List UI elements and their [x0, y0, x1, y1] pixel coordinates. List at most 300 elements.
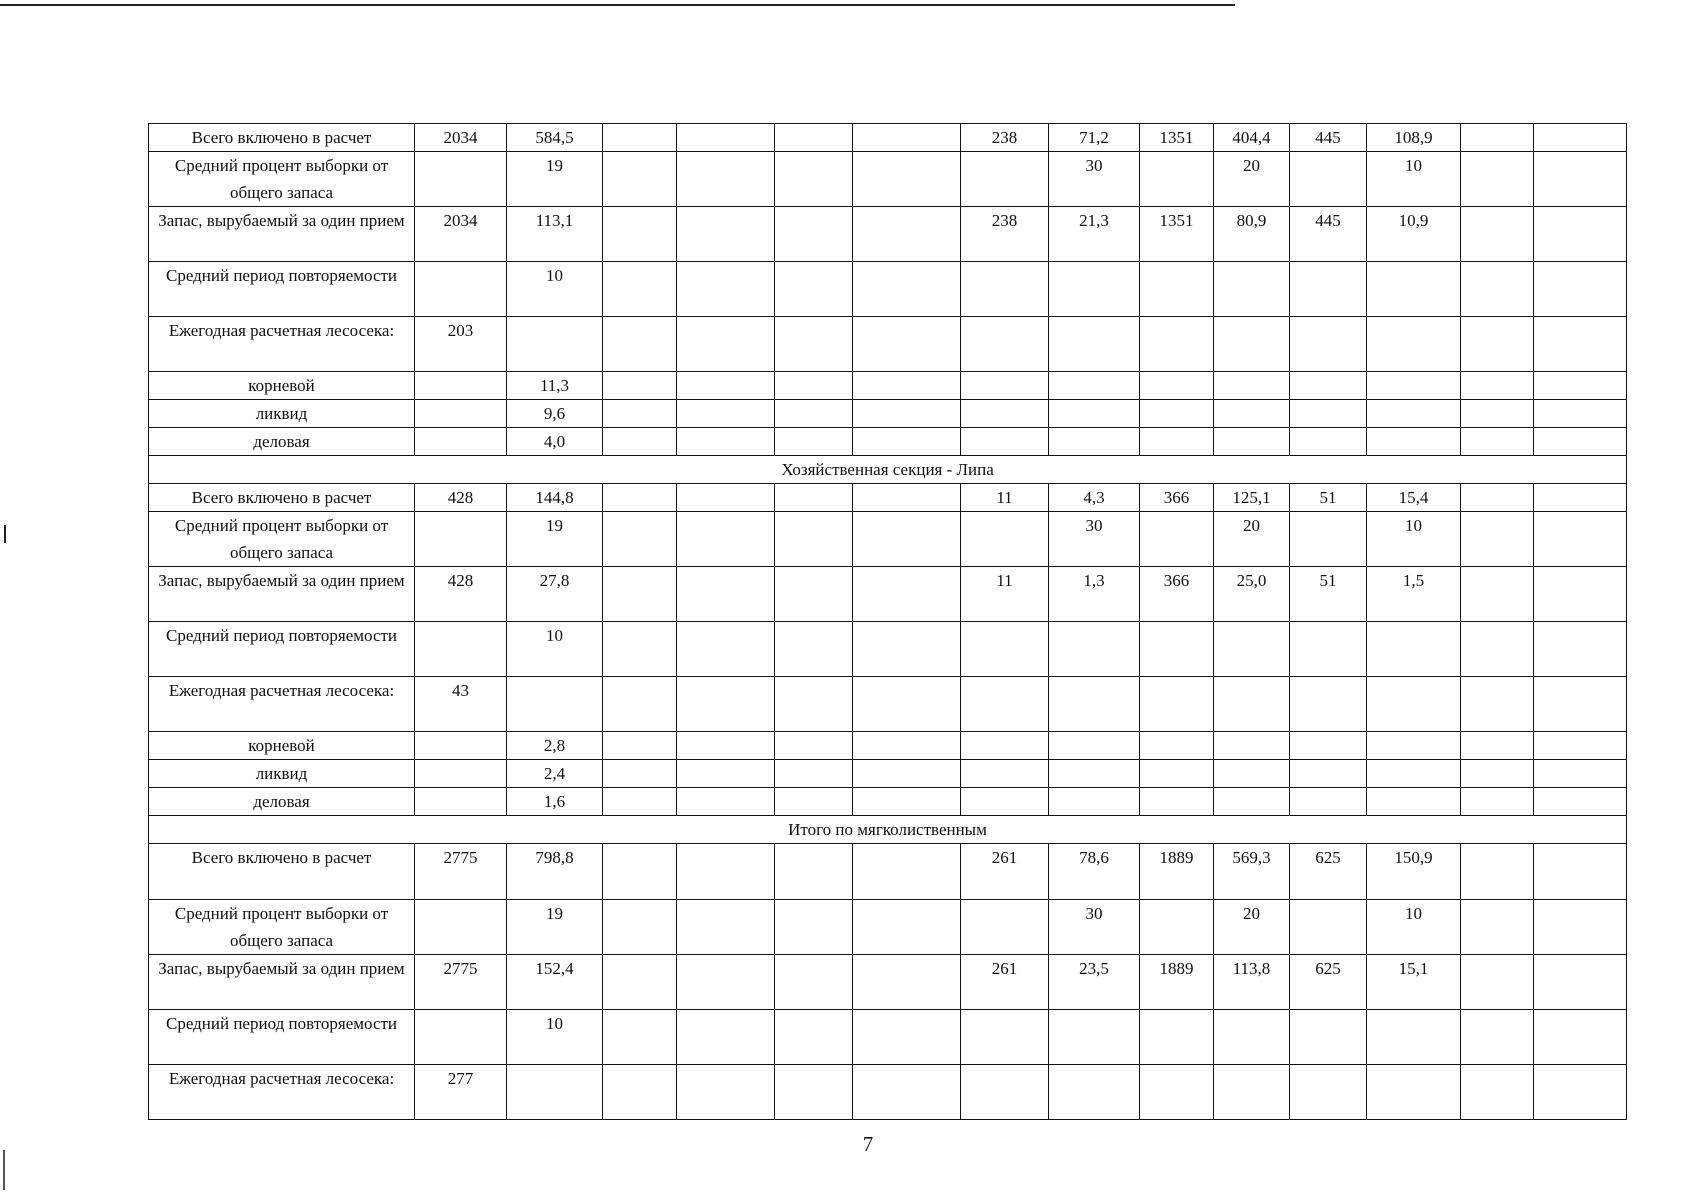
- table-cell: [961, 622, 1049, 677]
- table-cell: [961, 317, 1049, 372]
- table-cell: [1534, 512, 1627, 567]
- table-cell: [603, 484, 677, 512]
- table-cell: [853, 512, 961, 567]
- table-cell: [853, 622, 961, 677]
- table-cell: [677, 317, 775, 372]
- table-cell: [1461, 124, 1534, 152]
- table-cell: [1367, 428, 1461, 456]
- section-title: Итого по мягколиственным: [149, 816, 1627, 844]
- table-cell: 108,9: [1367, 124, 1461, 152]
- table-cell: 238: [961, 207, 1049, 262]
- table-cell: [1461, 1065, 1534, 1120]
- table-cell: 238: [961, 124, 1049, 152]
- table-cell: [1049, 788, 1140, 816]
- table-cell: [415, 372, 507, 400]
- table-cell: 445: [1290, 207, 1367, 262]
- scan-artifact-top-line: [0, 4, 1235, 6]
- row-label: Средний период повторяемости: [149, 622, 415, 677]
- table-cell: [1140, 900, 1214, 955]
- table-cell: [603, 567, 677, 622]
- table-cell: 51: [1290, 567, 1367, 622]
- table-cell: [677, 372, 775, 400]
- row-label: Всего включено в расчет: [149, 484, 415, 512]
- table-cell: 404,4: [1214, 124, 1290, 152]
- scan-artifact-left-mark: [4, 525, 6, 543]
- table-cell: [853, 207, 961, 262]
- table-cell: [853, 677, 961, 732]
- table-cell: [775, 372, 853, 400]
- table-cell: [1534, 567, 1627, 622]
- table-cell: [1049, 372, 1140, 400]
- table-cell: [1290, 317, 1367, 372]
- table-cell: [603, 900, 677, 955]
- table-cell: [961, 732, 1049, 760]
- page-number: 7: [862, 1132, 874, 1156]
- table-cell: [775, 1010, 853, 1065]
- table-cell: [961, 788, 1049, 816]
- row-label: Средний процент выборки от общего запаса: [149, 512, 415, 567]
- table-cell: [677, 955, 775, 1010]
- table-row: [149, 372, 1627, 400]
- table-cell: [961, 512, 1049, 567]
- table-cell: 366: [1140, 567, 1214, 622]
- table-cell: [1214, 788, 1290, 816]
- table-cell: [1534, 262, 1627, 317]
- table-cell: [1140, 152, 1214, 207]
- table-cell: [1534, 677, 1627, 732]
- table-row: [149, 1010, 1627, 1065]
- table-cell: [775, 677, 853, 732]
- table-cell: 150,9: [1367, 844, 1461, 900]
- section-header-row: [149, 456, 1627, 484]
- table-cell: [1290, 372, 1367, 400]
- table-cell: [1290, 512, 1367, 567]
- table-cell: 113,1: [507, 207, 603, 262]
- table-cell: [853, 124, 961, 152]
- table-cell: 1,5: [1367, 567, 1461, 622]
- table-cell: [507, 677, 603, 732]
- table-row: [149, 567, 1627, 622]
- table-cell: [1290, 152, 1367, 207]
- table-cell: [1534, 900, 1627, 955]
- table-cell: [1461, 484, 1534, 512]
- row-label: Средний процент выборки от общего запаса: [149, 152, 415, 207]
- table-cell: [1049, 317, 1140, 372]
- table-cell: [1290, 900, 1367, 955]
- table-cell: [1049, 732, 1140, 760]
- table-cell: 366: [1140, 484, 1214, 512]
- table-cell: 21,3: [1049, 207, 1140, 262]
- table-cell: [677, 124, 775, 152]
- table-cell: [775, 400, 853, 428]
- table-cell: 10,9: [1367, 207, 1461, 262]
- table-cell: [1534, 207, 1627, 262]
- table-cell: 15,1: [1367, 955, 1461, 1010]
- table-cell: 569,3: [1214, 844, 1290, 900]
- table-cell: [415, 400, 507, 428]
- table-cell: [1461, 677, 1534, 732]
- table-cell: [677, 207, 775, 262]
- table-cell: [1140, 1010, 1214, 1065]
- table-cell: [853, 1065, 961, 1120]
- table-cell: [961, 677, 1049, 732]
- table-cell: 152,4: [507, 955, 603, 1010]
- table-cell: [677, 788, 775, 816]
- table-cell: 1889: [1140, 955, 1214, 1010]
- table-cell: 625: [1290, 844, 1367, 900]
- table-cell: [775, 622, 853, 677]
- table-cell: [1367, 760, 1461, 788]
- row-label: ликвид: [149, 400, 415, 428]
- scan-artifact-left-edge: [3, 1150, 5, 1190]
- table-cell: [415, 512, 507, 567]
- table-cell: [775, 262, 853, 317]
- table-cell: 445: [1290, 124, 1367, 152]
- table-cell: [775, 788, 853, 816]
- table-cell: [1290, 428, 1367, 456]
- table-cell: 1,6: [507, 788, 603, 816]
- table-cell: [603, 512, 677, 567]
- table-cell: [1461, 428, 1534, 456]
- table-cell: [853, 152, 961, 207]
- table-cell: 15,4: [1367, 484, 1461, 512]
- table-cell: [677, 844, 775, 900]
- table-cell: [1367, 1010, 1461, 1065]
- table-cell: 25,0: [1214, 567, 1290, 622]
- table-cell: [1214, 400, 1290, 428]
- table-cell: [603, 732, 677, 760]
- table-cell: [1140, 317, 1214, 372]
- table-cell: 584,5: [507, 124, 603, 152]
- table-cell: [415, 1010, 507, 1065]
- table-cell: [775, 760, 853, 788]
- table-cell: 625: [1290, 955, 1367, 1010]
- table-cell: [853, 484, 961, 512]
- table-cell: [603, 207, 677, 262]
- table-cell: [1461, 372, 1534, 400]
- table-cell: [1140, 677, 1214, 732]
- table-cell: 20: [1214, 152, 1290, 207]
- table-cell: 30: [1049, 152, 1140, 207]
- table-cell: [775, 955, 853, 1010]
- table-cell: 1351: [1140, 207, 1214, 262]
- row-label: Запас, вырубаемый за один прием: [149, 207, 415, 262]
- table-cell: 2,4: [507, 760, 603, 788]
- table-cell: [415, 428, 507, 456]
- table-cell: 27,8: [507, 567, 603, 622]
- table-cell: [1049, 262, 1140, 317]
- section-title: Хозяйственная секция - Липа: [149, 456, 1627, 484]
- table-cell: 20: [1214, 512, 1290, 567]
- table-row: [149, 788, 1627, 816]
- row-label: ликвид: [149, 760, 415, 788]
- table-cell: [853, 372, 961, 400]
- table-cell: [1290, 760, 1367, 788]
- table-cell: [603, 1010, 677, 1065]
- table-cell: [775, 484, 853, 512]
- table-cell: [1461, 512, 1534, 567]
- table-cell: 19: [507, 152, 603, 207]
- table-cell: 4,3: [1049, 484, 1140, 512]
- table-cell: 428: [415, 484, 507, 512]
- table-cell: 10: [507, 1010, 603, 1065]
- row-label: Запас, вырубаемый за один прием: [149, 955, 415, 1010]
- section-header-row: [149, 816, 1627, 844]
- table-cell: [603, 372, 677, 400]
- table-cell: 277: [415, 1065, 507, 1120]
- table-cell: 11: [961, 567, 1049, 622]
- table-cell: 10: [1367, 512, 1461, 567]
- table-cell: 203: [415, 317, 507, 372]
- table-cell: [1290, 1010, 1367, 1065]
- table-cell: [1461, 900, 1534, 955]
- table-cell: [1461, 400, 1534, 428]
- row-label: Ежегодная расчетная лесосека:: [149, 1065, 415, 1120]
- table-cell: [677, 900, 775, 955]
- table-cell: [1534, 788, 1627, 816]
- table-cell: 2034: [415, 124, 507, 152]
- table-cell: [1367, 1065, 1461, 1120]
- row-label: деловая: [149, 788, 415, 816]
- table-cell: [1534, 124, 1627, 152]
- table-cell: [603, 955, 677, 1010]
- table-cell: [775, 152, 853, 207]
- table-row: [149, 152, 1627, 207]
- table-cell: [507, 1065, 603, 1120]
- row-label: деловая: [149, 428, 415, 456]
- table-cell: [1534, 844, 1627, 900]
- table-cell: 23,5: [1049, 955, 1140, 1010]
- table-cell: [677, 732, 775, 760]
- allowable-cut-table: [148, 123, 1627, 1120]
- table-cell: [1140, 760, 1214, 788]
- table-cell: [1214, 732, 1290, 760]
- row-label: Средний период повторяемости: [149, 262, 415, 317]
- table-cell: [775, 567, 853, 622]
- table-cell: [677, 428, 775, 456]
- table-cell: [1140, 262, 1214, 317]
- table-cell: [853, 262, 961, 317]
- table-cell: [677, 152, 775, 207]
- table-cell: [603, 622, 677, 677]
- table-row: [149, 207, 1627, 262]
- table-cell: [1461, 955, 1534, 1010]
- table-cell: [1290, 788, 1367, 816]
- table-cell: [961, 372, 1049, 400]
- table-row: [149, 844, 1627, 900]
- row-label: Всего включено в расчет: [149, 124, 415, 152]
- table-cell: [1461, 622, 1534, 677]
- table-cell: 261: [961, 844, 1049, 900]
- table-cell: [1214, 428, 1290, 456]
- table-cell: [775, 317, 853, 372]
- table-cell: 19: [507, 512, 603, 567]
- table-cell: [1140, 400, 1214, 428]
- table-cell: [961, 262, 1049, 317]
- table-cell: [1367, 732, 1461, 760]
- table-cell: [603, 760, 677, 788]
- table-cell: 30: [1049, 512, 1140, 567]
- table-cell: [677, 400, 775, 428]
- table-cell: 428: [415, 567, 507, 622]
- table-cell: [1534, 732, 1627, 760]
- table-cell: [1214, 1065, 1290, 1120]
- table-cell: [1534, 760, 1627, 788]
- row-label: Ежегодная расчетная лесосека:: [149, 317, 415, 372]
- table-row: [149, 732, 1627, 760]
- table-row: [149, 428, 1627, 456]
- table-cell: 125,1: [1214, 484, 1290, 512]
- table-cell: [853, 567, 961, 622]
- table-row: [149, 512, 1627, 567]
- table-cell: [1534, 622, 1627, 677]
- table-cell: 11,3: [507, 372, 603, 400]
- table-cell: [415, 900, 507, 955]
- table-cell: [1534, 1010, 1627, 1065]
- table-cell: [507, 317, 603, 372]
- table-cell: [1534, 955, 1627, 1010]
- table-cell: 30: [1049, 900, 1140, 955]
- table-cell: [677, 484, 775, 512]
- table-cell: 20: [1214, 900, 1290, 955]
- table-cell: 113,8: [1214, 955, 1290, 1010]
- table-cell: [961, 1010, 1049, 1065]
- table-cell: 19: [507, 900, 603, 955]
- table-cell: 43: [415, 677, 507, 732]
- table-cell: [1214, 1010, 1290, 1065]
- table-cell: [853, 900, 961, 955]
- table-cell: [1049, 677, 1140, 732]
- table-cell: [1367, 262, 1461, 317]
- table-cell: [677, 677, 775, 732]
- table-cell: [603, 677, 677, 732]
- table-cell: [1290, 677, 1367, 732]
- table-cell: 10: [507, 262, 603, 317]
- table-cell: [961, 900, 1049, 955]
- table-cell: [1461, 317, 1534, 372]
- row-label: корневой: [149, 732, 415, 760]
- table-cell: 2775: [415, 844, 507, 900]
- table-cell: [1534, 400, 1627, 428]
- table-cell: [415, 732, 507, 760]
- table-cell: [603, 124, 677, 152]
- table-cell: [853, 844, 961, 900]
- table-cell: [1140, 788, 1214, 816]
- table-cell: [1049, 1010, 1140, 1065]
- table-cell: 78,6: [1049, 844, 1140, 900]
- table-cell: [603, 1065, 677, 1120]
- table-cell: [603, 844, 677, 900]
- table-cell: [853, 955, 961, 1010]
- table-cell: [775, 124, 853, 152]
- table-cell: [1461, 207, 1534, 262]
- table-row: [149, 760, 1627, 788]
- table-cell: [603, 317, 677, 372]
- table-cell: [1290, 622, 1367, 677]
- table-cell: [1290, 732, 1367, 760]
- table-cell: 80,9: [1214, 207, 1290, 262]
- table-cell: [775, 1065, 853, 1120]
- table-cell: [853, 732, 961, 760]
- table-cell: [961, 760, 1049, 788]
- table-cell: [603, 400, 677, 428]
- table-cell: [677, 622, 775, 677]
- table-cell: [961, 428, 1049, 456]
- table-cell: [1534, 428, 1627, 456]
- table-cell: 2,8: [507, 732, 603, 760]
- table-row: [149, 484, 1627, 512]
- table-cell: 2034: [415, 207, 507, 262]
- table-cell: [1534, 1065, 1627, 1120]
- table-cell: [677, 567, 775, 622]
- table-row: [149, 955, 1627, 1010]
- table-cell: [1367, 677, 1461, 732]
- table-cell: [1461, 844, 1534, 900]
- table-cell: 2775: [415, 955, 507, 1010]
- table-cell: [775, 512, 853, 567]
- table-cell: [1214, 622, 1290, 677]
- table-cell: [1290, 262, 1367, 317]
- table-cell: [1534, 484, 1627, 512]
- table-cell: [1049, 760, 1140, 788]
- table-cell: [603, 428, 677, 456]
- table-cell: [1049, 1065, 1140, 1120]
- table-cell: [775, 207, 853, 262]
- table-cell: [1461, 152, 1534, 207]
- table-cell: 144,8: [507, 484, 603, 512]
- table-cell: [603, 788, 677, 816]
- table-cell: [853, 400, 961, 428]
- table-cell: [1140, 372, 1214, 400]
- table-cell: [853, 428, 961, 456]
- table-cell: [1367, 622, 1461, 677]
- table-cell: [1534, 372, 1627, 400]
- table-cell: [415, 760, 507, 788]
- table-cell: [1534, 152, 1627, 207]
- table-cell: [1140, 622, 1214, 677]
- table-cell: [853, 1010, 961, 1065]
- table-body: [149, 124, 1627, 1120]
- table-cell: [775, 428, 853, 456]
- table-cell: [961, 152, 1049, 207]
- table-row: [149, 262, 1627, 317]
- table-cell: 10: [507, 622, 603, 677]
- table-row: [149, 1065, 1627, 1120]
- table-cell: [1290, 1065, 1367, 1120]
- table-cell: [853, 317, 961, 372]
- table-row: [149, 124, 1627, 152]
- table-cell: [1140, 732, 1214, 760]
- table-cell: [1214, 372, 1290, 400]
- table-cell: [1140, 512, 1214, 567]
- table-cell: [1461, 567, 1534, 622]
- table-cell: [415, 262, 507, 317]
- table-row: [149, 622, 1627, 677]
- table-cell: [775, 732, 853, 760]
- row-label: Всего включено в расчет: [149, 844, 415, 900]
- table-cell: [1461, 760, 1534, 788]
- table-cell: [1214, 262, 1290, 317]
- table-cell: [1049, 400, 1140, 428]
- table-cell: [677, 1010, 775, 1065]
- table-cell: 10: [1367, 152, 1461, 207]
- table-cell: [677, 512, 775, 567]
- row-label: корневой: [149, 372, 415, 400]
- table-cell: [1214, 317, 1290, 372]
- table-cell: [1214, 677, 1290, 732]
- table-cell: 1889: [1140, 844, 1214, 900]
- table-cell: [961, 1065, 1049, 1120]
